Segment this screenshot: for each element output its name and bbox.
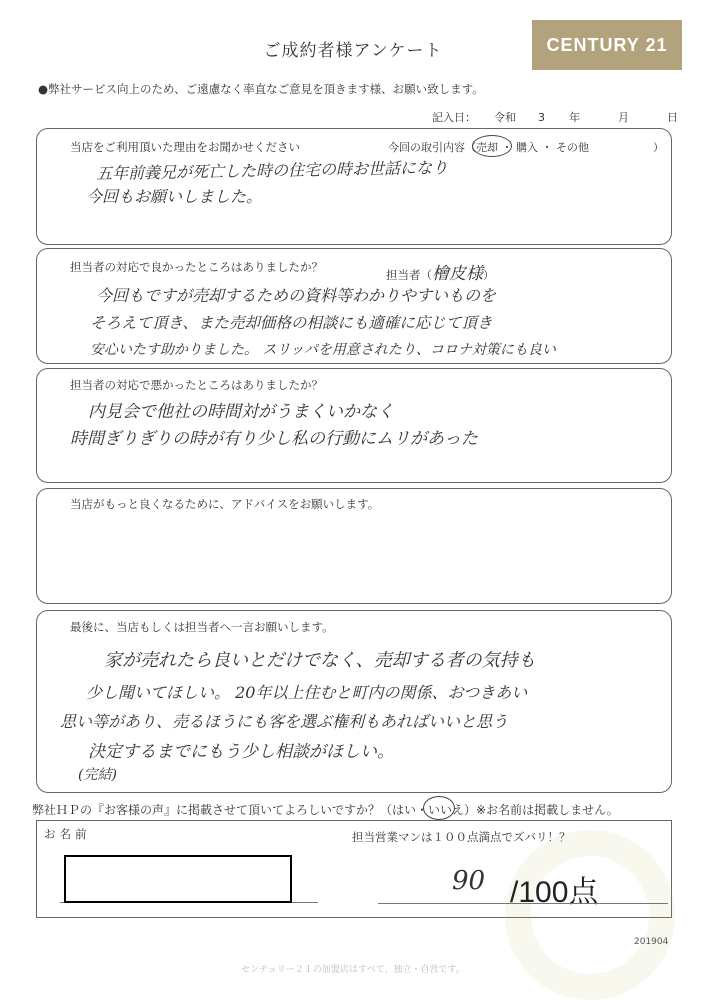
name-label: お名前 [44, 827, 91, 841]
century21-logo: CENTURY 21 [532, 20, 682, 70]
yes-circle-mark [423, 796, 455, 820]
transaction-type [388, 139, 664, 155]
transaction-label: 今回の取引内容（ [388, 141, 476, 154]
q5-answer-line-5: (完結) [78, 767, 117, 783]
q3-label: 担当者の対応で悪かったところはありましたか？ [70, 378, 323, 392]
footer-note: センチュリー２１の加盟店はすべて、独立・自営です。 [241, 965, 465, 975]
q5-answer-line-4: 決定するまでにもう少し相談がほしい。 [88, 742, 394, 762]
staff-close: ） [483, 268, 495, 282]
sold-circle-mark [472, 135, 512, 157]
score-underline [378, 903, 668, 904]
q1-answer-line-2: 今回もお願いしました。 [86, 187, 263, 206]
date-label: 記入日： [432, 111, 476, 124]
staff-name: 檜皮様 [432, 264, 483, 284]
q5-answer-line-2: 少し聞いてほしい。 20年以上住むと町内の関係、おつきあい [86, 683, 528, 702]
staff-field [386, 259, 495, 284]
transaction-close: ） [653, 141, 664, 154]
staff-label: 担当者（ [386, 268, 432, 282]
score-value: 90 [452, 866, 486, 896]
form-code: 201904 [634, 937, 669, 947]
date-day-unit: 日 [667, 111, 678, 124]
q2-answer-line-2: そろえて頂き、また売却価格の相談にも適確に応じて頂き [90, 314, 493, 332]
date-month-unit: 月 [618, 111, 629, 124]
q1-label: 当店をご利用頂いた理由をお聞かせください [70, 140, 300, 154]
q3-answer-line-2: 時間ぎりぎりの時が有り少し私の行動にムリがあった [70, 429, 478, 449]
consent-text-before: 弊社ＨＰの『お客様の声』に掲載させて頂いてよろしいですか？（ [32, 803, 393, 817]
score-max: /100点 [510, 876, 599, 909]
date-era: 令和 [494, 111, 516, 124]
q3-answer-line-1: 内見会で他社の時間対がうまくいかなく [88, 402, 394, 422]
date-year-unit: 年 [569, 111, 580, 124]
q2-label: 担当者の対応で良かったところはありましたか？ [70, 260, 323, 274]
date-line [432, 109, 678, 125]
q4-label: 当店がもっと良くなるために、アドバイスをお願いします。 [70, 497, 380, 511]
consent-text-after: ）※お名前は掲載しません。 [464, 803, 619, 817]
q5-answer-line-1: 家が売れたら良いとだけでなく、売却する者の気持も [104, 650, 536, 671]
score-label: 担当営業マンは１００点満点でズバリ！？ [352, 830, 571, 844]
consent-line [32, 801, 619, 818]
q5-answer-line-3: 思い等があり、売るほうにも客を選ぶ権利もあればいいと思う [60, 712, 509, 731]
q2-answer-line-1: 今回もですが売却するための資料等わかりやすいものを [96, 286, 497, 305]
intro-text: ●弊社サービス向上のため、ご遠慮なく率直なご意見を頂きます様、お願い致します。 [38, 82, 484, 96]
q1-answer-line-1: 五年前義兄が死亡した時の住宅の時お世話になり [95, 157, 449, 184]
q2-answer-line-3: 安心いたす助かりました。 スリッパを用意されたり、コロナ対策にも良い [90, 342, 556, 358]
name-redaction [64, 855, 292, 903]
date-year: 3 [538, 111, 545, 124]
q5-label: 最後に、当店もしくは担当者へ一言お願いします。 [70, 620, 334, 634]
consent-options: はい・いいえ [392, 803, 465, 817]
page-title: ご成約者様アンケート [263, 41, 443, 61]
transaction-options: 売却 ・ 購入 ・ その他 [476, 141, 589, 154]
